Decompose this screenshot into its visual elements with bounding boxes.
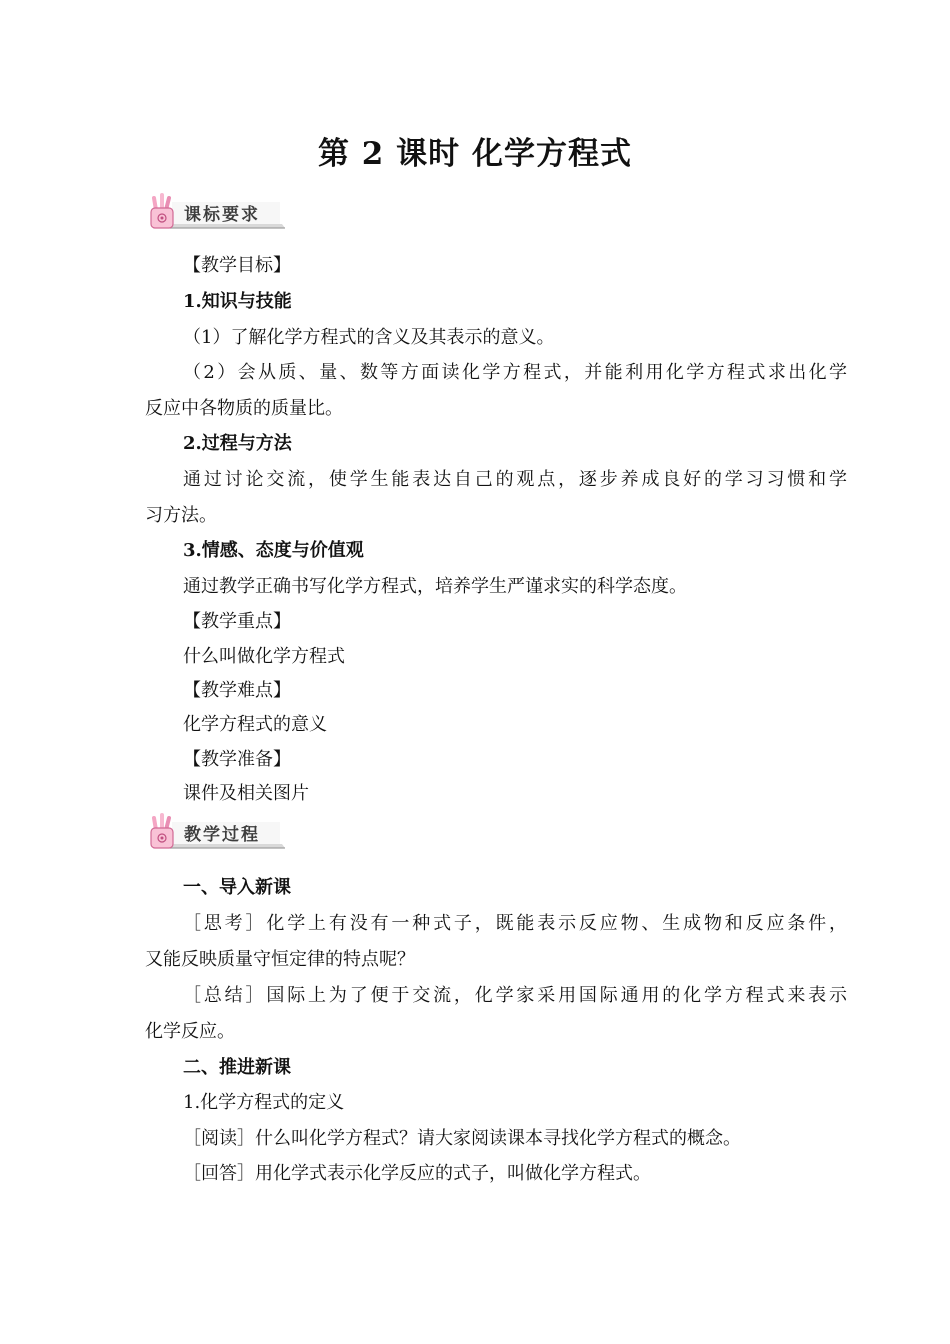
banner-label: 课标要求 [184,205,260,225]
preparation-text: 课件及相关图片 [183,783,309,804]
think-line-1: ［思考］化学上有没有一种式子，既能表示反应物、生成物和反应条件， [183,913,847,934]
process-title: 2.过程与方法 [183,433,292,454]
definition-title: 1.化学方程式的定义 [183,1092,345,1113]
section-banner-process [142,812,292,854]
section-1-title: 一、导入新课 [183,877,291,898]
banner-label: 教学过程 [184,825,260,845]
page-title: 第 2 课时 化学方程式 [318,136,632,172]
knowledge-item-2-line-2: 反应中各物质的质量比。 [145,398,343,419]
key-point-header: 【教学重点】 [183,611,291,632]
think-line-2: 又能反映质量守恒定律的特点呢？ [145,949,415,970]
knowledge-title: 1.知识与技能 [183,291,292,312]
section-banner-standards [142,192,292,234]
difficulty-text: 化学方程式的意义 [183,714,327,735]
process-item-line-2: 习方法。 [145,505,217,526]
goal-header: 【教学目标】 [183,255,291,276]
knowledge-item-2-line-1: （2）会从质、量、数等方面读化学方程式，并能利用化学方程式求出化学 [183,362,847,383]
answer-line: ［回答］用化学式表示化学反应的式子，叫做化学方程式。 [183,1163,651,1184]
difficulty-header: 【教学难点】 [183,680,291,701]
preparation-header: 【教学准备】 [183,749,291,770]
section-2-title: 二、推进新课 [183,1057,291,1078]
knowledge-item-1: （1）了解化学方程式的含义及其表示的意义。 [183,327,555,348]
key-point-text: 什么叫做化学方程式 [183,646,345,667]
process-item-line-1: 通过讨论交流，使学生能表达自己的观点，逐步养成良好的学习习惯和学 [183,469,847,490]
emotion-title: 3.情感、态度与价值观 [183,540,364,561]
summary-line-2: 化学反应。 [145,1021,235,1042]
read-line: ［阅读］什么叫化学方程式？请大家阅读课本寻找化学方程式的概念。 [183,1128,741,1149]
summary-line-1: ［总结］国际上为了便于交流，化学家采用国际通用的化学方程式来表示 [183,985,847,1006]
emotion-item: 通过教学正确书写化学方程式，培养学生严谨求实的科学态度。 [183,576,687,597]
